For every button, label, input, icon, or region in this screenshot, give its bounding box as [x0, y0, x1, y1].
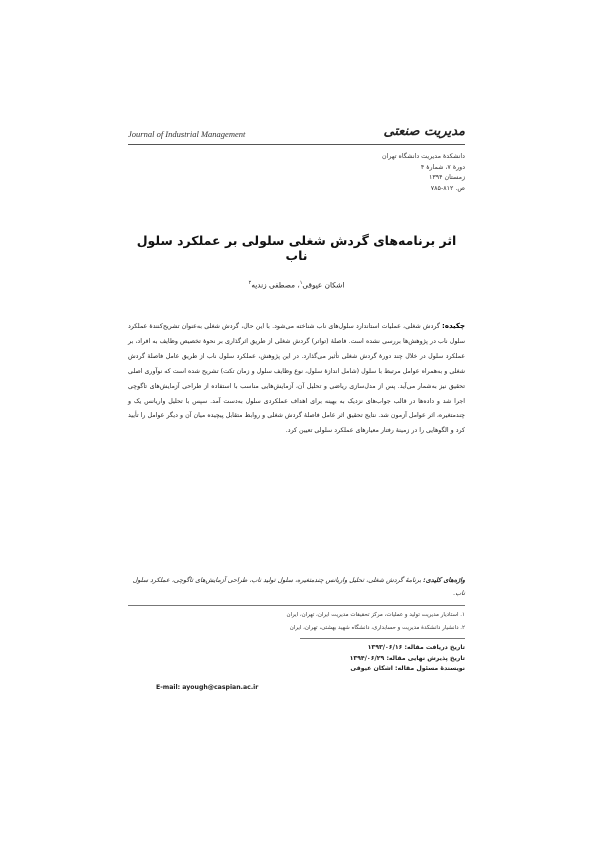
volume-issue: دورۀ ۷، شمارۀ ۴	[420, 163, 465, 171]
header-divider	[128, 144, 465, 145]
footnote-2: ۲. دانشیار دانشکدۀ مدیریت و حسابداری، دانشگاه شهید بهشتی، تهران، ایران	[289, 625, 465, 631]
footnote-divider	[128, 605, 465, 606]
footnote-divider-short	[300, 638, 465, 639]
abstract	[128, 319, 465, 439]
institution: دانشکدۀ مدیریت دانشگاه تهران	[382, 153, 465, 160]
article-title: اثر برنامه‌های گردش شغلی سلولی بر عملکرد سلول ناب	[136, 233, 457, 263]
authors-line	[128, 280, 465, 289]
page-range: ص. ۸۱۲-۷۸۵	[430, 184, 465, 192]
journal-logo-persian: مدیریت صنعتی	[383, 124, 465, 139]
abstract-text: گردش شغلی، عملیات استاندارد سلول‌های ناب شناخته می‌شود. با این حال، گردش شغلی به‌عنوان تشریح‌کنندۀ عملکرد سلول ناب در پژوهش‌ها بررسی نشده است. فاصلۀ (تواتر) گردش شغلی از طریق اثرگذاری بر نحوۀ تخصیص وظایف به افراد، بر عملکرد سلول در خلال چند دورۀ گردش شغلی تأثیر می‌گذارد. در این پژوهش، عملکرد سلول ناب از طریق عامل فاصلۀ گردش شغلی و به‌همراه عوامل مرتبط با سلول (شامل اندازۀ سلول، نوع وظایف سلول و زمان تکت) تشریح شده است که نوآوری اصلی تحقیق نیز به‌شمار می‌آید. پس از مدل‌سازی ریاضی و تحلیل آن، آزمایش‌هایی مناسب با استفاده از طراحی آزمایش‌های تاگوچی اجرا شد و داده‌ها در قالب جواب‌های نزدیک به بهینه برای اهداف عملکردی سلول به‌دست آمد. سپس با تحلیل واریانس یک و چندمتغیره، اثر عوامل آزمون شد. نتایج تحقیق اثر عامل فاصلۀ گردش شغلی و روابط متقابل پیچیده میان آن و دیگر عوامل را تأیید کرد و الگوهایی را در زمینۀ رفتار معیارهای عملکرد سلولی تعیین کرد.	[128, 323, 465, 435]
author-2-mark: ۲	[248, 280, 252, 286]
author-1: اشکان عیوقی	[302, 280, 345, 290]
corresponding-author: نویسندۀ مسئول مقاله: اشکان عیوقی	[350, 665, 465, 672]
author-2: مصطفی زندیه	[251, 280, 295, 290]
keywords-text: برنامۀ گردش شغلی، تحلیل واریانس چندمتغیره، سلول تولید ناب، طراحی آزمایش‌های تاگوچی، عملکرد سلول ناب.	[132, 576, 465, 597]
footnote-1: ۱. استادیار مدیریت تولید و عملیات، مرکز تحقیقات مدیریت ایران، تهران، ایران	[286, 612, 465, 618]
season: زمستان ۱۳۹۴	[428, 174, 465, 181]
author-1-mark: ۱	[299, 280, 303, 286]
article-dates	[350, 643, 465, 675]
journal-title-english: Journal of Industrial Management	[128, 129, 246, 139]
author-separator: ،	[295, 280, 300, 290]
email-link[interactable]: E-mail: ayough@caspian.ac.ir	[156, 684, 259, 691]
keywords-label: واژه‌های کلیدی:	[423, 576, 465, 584]
keywords	[128, 574, 465, 600]
accepted-date: تاریخ پذیرش نهایی مقاله: ۱۳۹۴/۰۶/۲۹	[349, 654, 465, 662]
received-date: تاریخ دریافت مقاله: ۱۳۹۳/۰۶/۱۶	[367, 644, 465, 651]
abstract-label: چکیده:	[442, 322, 465, 330]
issue-info	[382, 152, 465, 194]
